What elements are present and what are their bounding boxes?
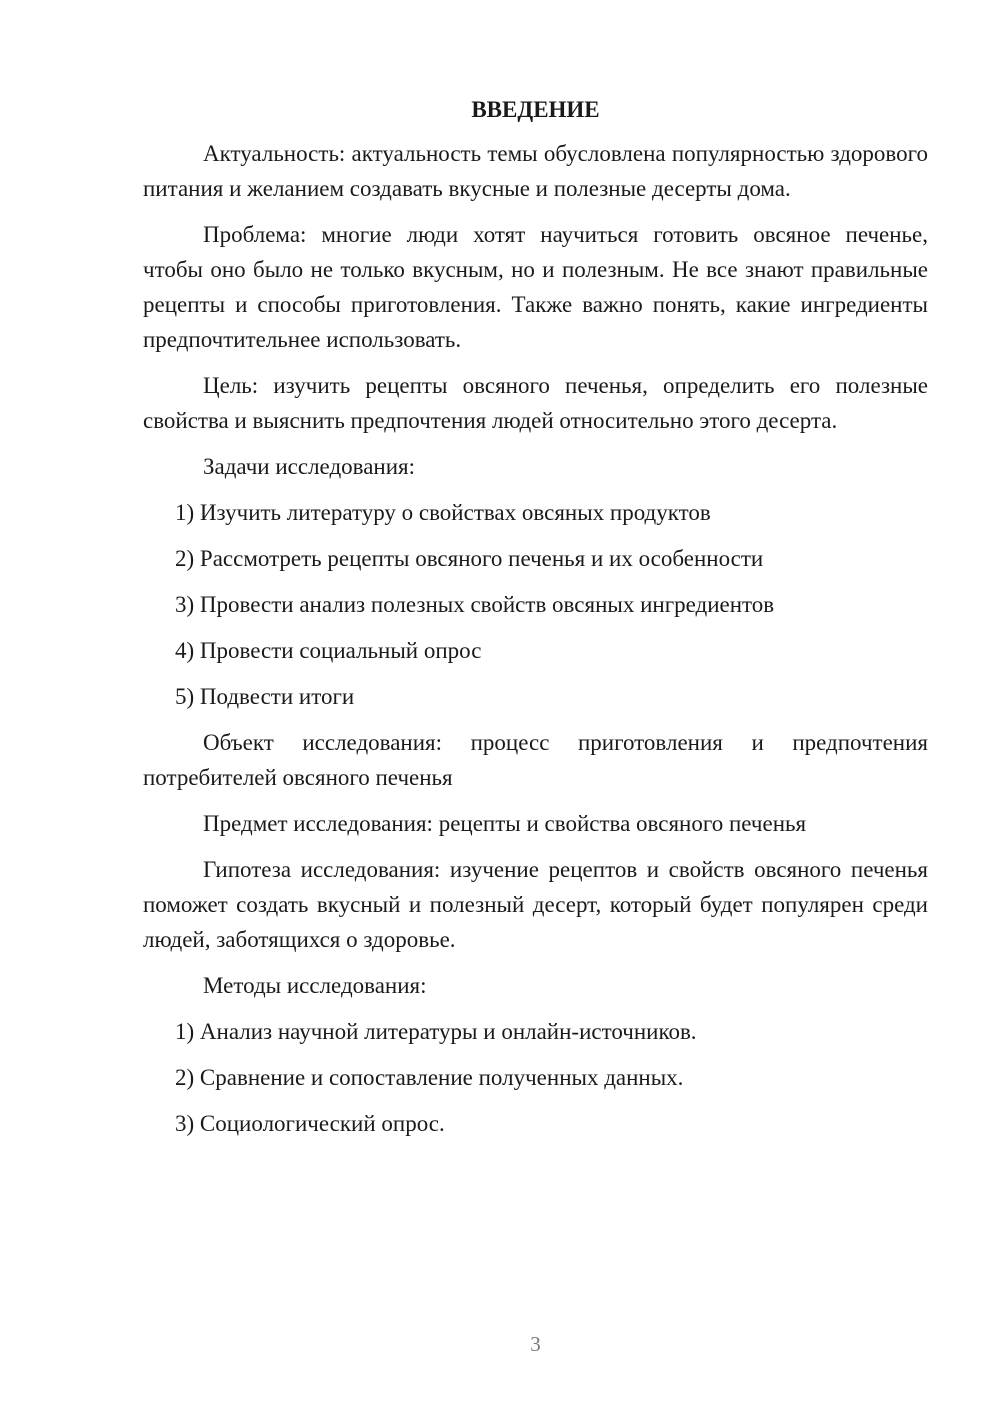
goal-paragraph: Цель: изучить рецепты овсяного печенья, определить его полезные свойства и выяснить предпочтения людей относительно этого десерта. [143,373,928,433]
document-page [143,92,928,1152]
subject-paragraph: Предмет исследования: рецепты и свойства овсяного печенья [203,811,807,836]
page-number: 3 [530,1332,541,1356]
task-item: 5) Подвести итоги [175,684,355,709]
method-item: 3) Социологический опрос. [175,1111,445,1136]
tasks-title: Задачи исследования: [203,454,416,479]
method-item: 2) Сравнение и сопоставление полученных данных. [175,1065,684,1090]
task-item: 3) Провести анализ полезных свойств овсяных ингредиентов [175,592,775,617]
task-item: 4) Провести социальный опрос [175,638,482,663]
task-item: 2) Рассмотреть рецепты овсяного печенья и их особенности [175,546,764,571]
hypothesis-paragraph: Гипотеза исследования: изучение рецептов и свойств овсяного печенья поможет создать вкусный и полезный десерт, который будет популярен среди людей, заботящихся о здоровье. [143,857,928,952]
section-heading: ВВЕДЕНИЕ [471,97,600,122]
method-item: 1) Анализ научной литературы и онлайн-источников. [175,1019,697,1044]
object-paragraph: Объект исследования: процесс приготовления и предпочтения потребителей овсяного печенья [143,730,928,790]
methods-title: Методы исследования: [203,973,427,998]
task-item: 1) Изучить литературу о свойствах овсяных продуктов [175,500,711,525]
problem-paragraph: Проблема: многие люди хотят научиться готовить овсяное печенье, чтобы оно было не только вкусным, но и полезным. Не все знают правильные рецепты и способы приготовления. Также важно понять, какие ингредиенты предпочтительнее использовать. [143,222,928,352]
relevance-paragraph: Актуальность: актуальность темы обусловлена популярностью здорового питания и желанием создавать вкусные и полезные десерты дома. [143,141,928,201]
